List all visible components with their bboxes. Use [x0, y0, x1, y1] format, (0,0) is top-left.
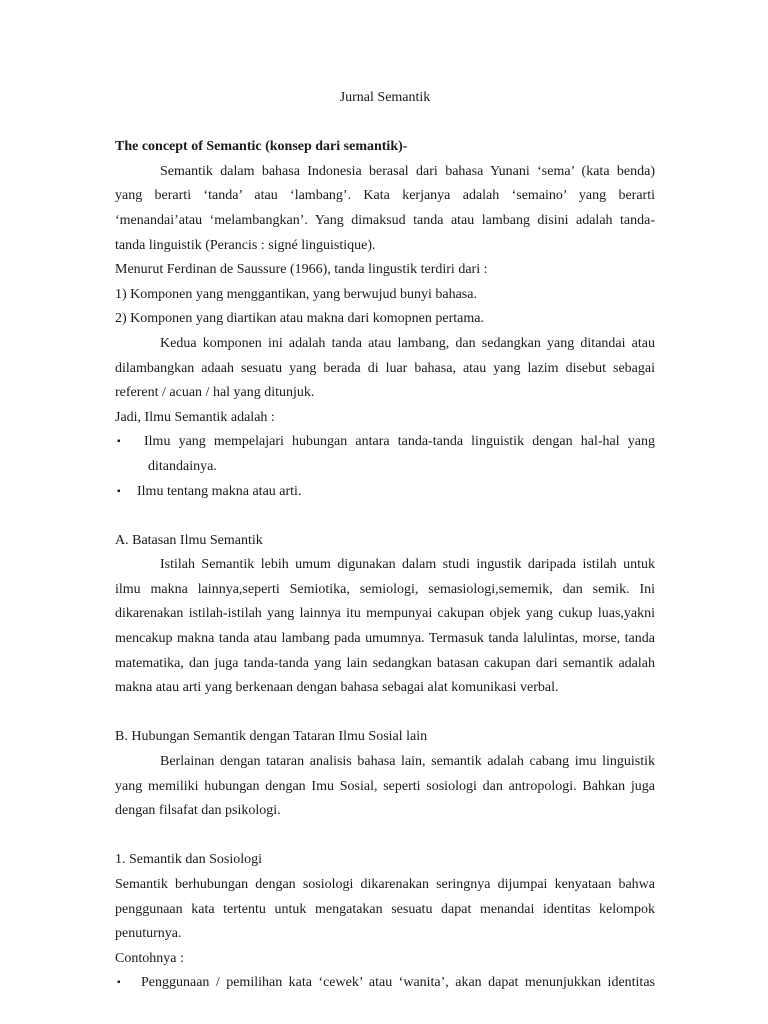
section-1-heading: 1. Semantik dan Sosiologi [115, 852, 262, 868]
paragraph-line: yang memiliki hubungan dengan Imu Sosial, seperti sosiologi dan antropologi. Bahkan juga [115, 778, 655, 794]
bullet-icon: ▪ [117, 485, 121, 497]
paragraph-line: dikarenakan istilah-istilah yang lainnya itu mempunyai cakupan objek yang cukup luas,yakni [115, 606, 655, 622]
section-b-heading: B. Hubungan Semantik dengan Tataran Ilmu Sosial lain [115, 729, 428, 745]
list-item: 2) Komponen yang diartikan atau makna dari komopnen pertama. [115, 311, 484, 327]
paragraph-line: penggunaan kata tertentu untuk mengatakan sesuatu dapat menandai identitas kelompok [115, 901, 655, 917]
blank-line [115, 701, 655, 726]
bullet-item [115, 971, 655, 996]
bullet-text: Ilmu yang mempelajari hubungan antara tanda-tanda linguistik dengan hal-hal yang [144, 434, 655, 450]
paragraph-line: Jadi, Ilmu Semantik adalah : [115, 409, 275, 425]
paragraph-line: yang berarti ‘tanda’ atau ‘lambang’. Kata kerjanya adalah ‘semaino’ yang berarti [115, 188, 655, 204]
list-item: 1) Komponen yang menggantikan, yang berwujud bunyi bahasa. [115, 286, 477, 302]
bullet-text: Penggunaan / pemilihan kata ‘cewek’ atau ‘wanita’, akan dapat menunjukkan identitas [141, 975, 655, 991]
paragraph-line: penuturnya. [115, 926, 182, 942]
blank-line [115, 111, 655, 136]
paragraph-line: ‘menandai’atau ‘melambangkan’. Yang dimaksud tanda atau lambang disini adalah tanda- [115, 212, 655, 228]
blank-line [115, 504, 655, 529]
bullet-text: Ilmu tentang makna atau arti. [137, 483, 302, 499]
paragraph-line: ilmu makna lainnya,seperti Semiotika, semiologi, semasiologi,sememik, dan semik. Ini [115, 581, 655, 597]
paragraph-line: Kedua komponen ini adalah tanda atau lambang, dan sedangkan yang ditandai atau [160, 335, 655, 351]
example-label: Contohnya : [115, 950, 184, 966]
paragraph-line: mencakup makna tanda atau lambang pada umumnya. Termasuk tanda lalulintas, morse, tanda [115, 631, 655, 647]
paragraph-line: makna atau arti yang berkenaan dengan bahasa sebagai alat komunikasi verbal. [115, 680, 559, 696]
bullet-text: ditandainya. [148, 458, 217, 474]
blank-line [115, 824, 655, 849]
paragraph-line: Semantik dalam bahasa Indonesia berasal dari bahasa Yunani ‘sema’ (kata benda) [160, 163, 655, 179]
section-heading: The concept of Semantic (konsep dari semantik)- [115, 139, 408, 155]
bullet-item [115, 430, 655, 455]
document-title: Jurnal Semantik [339, 90, 431, 105]
paragraph-line: referent / acuan / hal yang ditunjuk. [115, 385, 315, 401]
paragraph-line: matematika, dan juga tanda-tanda yang lain sedangkan batasan cakupan dari semantik adalah [115, 655, 655, 671]
bullet-icon: ▪ [117, 436, 121, 448]
document-page [115, 86, 655, 996]
bullet-item [115, 480, 655, 505]
paragraph-line: Menurut Ferdinan de Saussure (1966), tanda lingustik terdiri dari : [115, 262, 488, 278]
paragraph-line: Berlainan dengan tataran analisis bahasa lain, semantik adalah cabang imu linguistik [160, 754, 655, 770]
bullet-icon: ▪ [117, 977, 121, 989]
section-a-heading: A. Batasan Ilmu Semantik [115, 532, 263, 548]
paragraph-line: Istilah Semantik lebih umum digunakan dalam studi ingustik daripada istilah untuk [160, 557, 655, 573]
paragraph-line: dengan filsafat dan psikologi. [115, 803, 281, 819]
paragraph-line: dilambangkan adaah sesuatu yang berada di luar bahasa, atau yang lazim disebut sebagai [115, 360, 655, 376]
paragraph-line: Semantik berhubungan dengan sosiologi dikarenakan seringnya dijumpai kenyataan bahwa [115, 877, 655, 892]
paragraph-line: tanda linguistik (Perancis : signé linguistique). [115, 237, 376, 253]
